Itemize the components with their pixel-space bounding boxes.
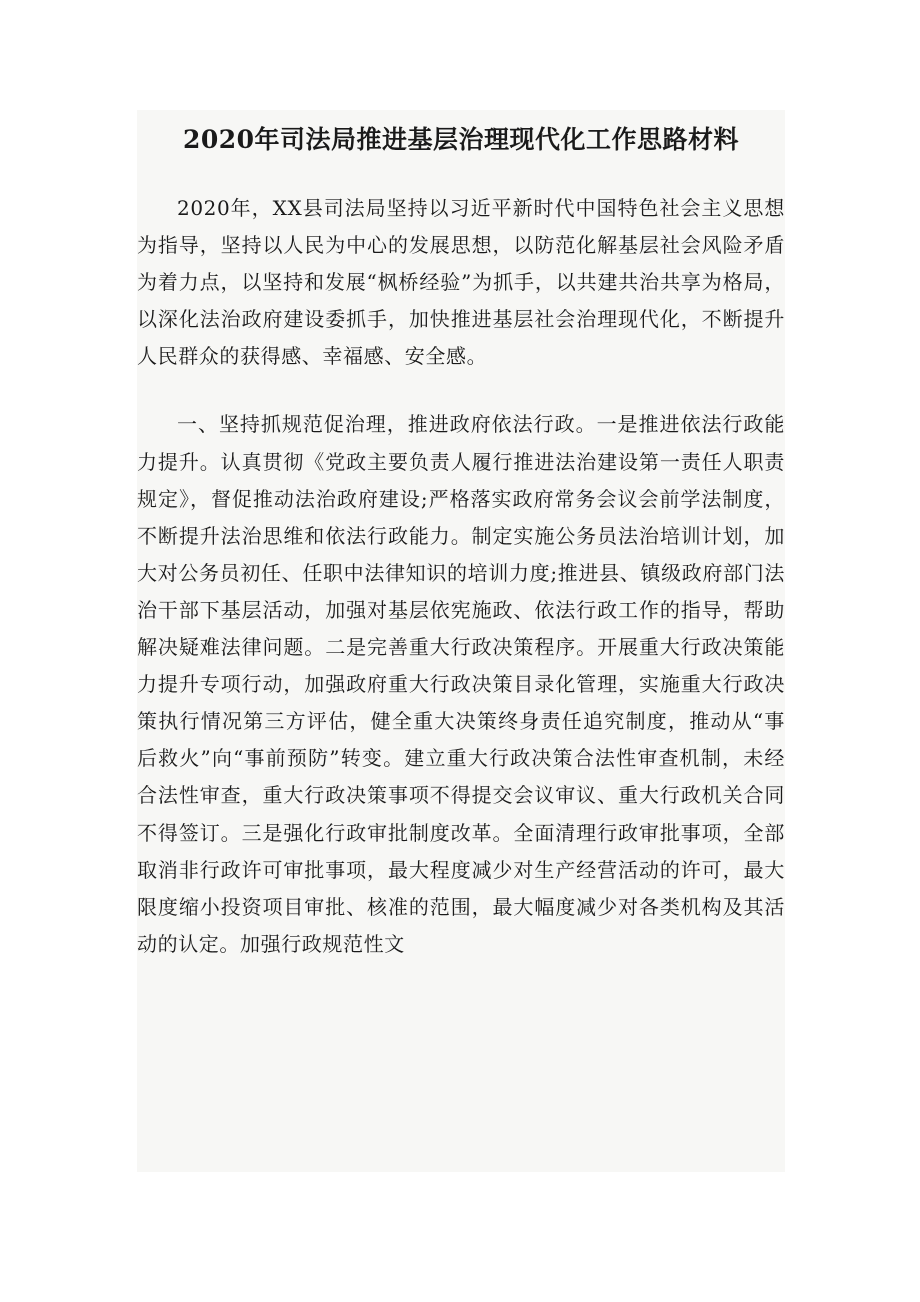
document-body [137, 110, 785, 963]
paragraph-intro: 2020年，XX县司法局坚持以习近平新时代中国特色社会主义思想为指导，坚持以人民为中心的发展思想，以防范化解基层社会风险矛盾为着力点，以坚持和发展“枫桥经验”为抓手，以共建共治共享为格局，以深化法治政府建设委抓手，加快推进基层社会治理现代化，不断提升人民群众的获得感、幸福感、安全感。 [137, 196, 785, 369]
document-title: 2020年司法局推进基层治理现代化工作思路材料 [182, 125, 740, 154]
paragraph-section-one: 一、坚持抓规范促治理，推进政府依法行政。一是推进依法行政能力提升。认真贯彻《党政主要负责人履行推进法治建设第一责任人职责规定》，督促推动法治政府建设;严格落实政府常务会议会前学法制度，不断提升法治思维和依法行政能力。制定实施公务员法治培训计划，加大对公务员初任、任职中法律知识的培训力度;推进县、镇级政府部门法治干部下基层活动，加强对基层依宪施政、依法行政工作的指导，帮助解决疑难法律问题。二是完善重大行政决策程序。开展重大行政决策能力提升专项行动，加强政府重大行政决策目录化管理，实施重大行政决策执行情况第三方评估，健全重大决策终身责任追究制度，推动从“事后救火”向“事前预防”转变。建立重大行政决策合法性审查机制，未经合法性审查，重大行政决策事项不得提交会议审议、重大行政机关合同不得签订。三是强化行政审批制度改革。全面清理行政审批事项，全部取消非行政许可审批事项，最大程度减少对生产经营活动的许可，最大限度缩小投资项目审批、核准的范围，最大幅度减少对各类机构及其活动的认定。加强行政规范性文 [137, 412, 785, 956]
